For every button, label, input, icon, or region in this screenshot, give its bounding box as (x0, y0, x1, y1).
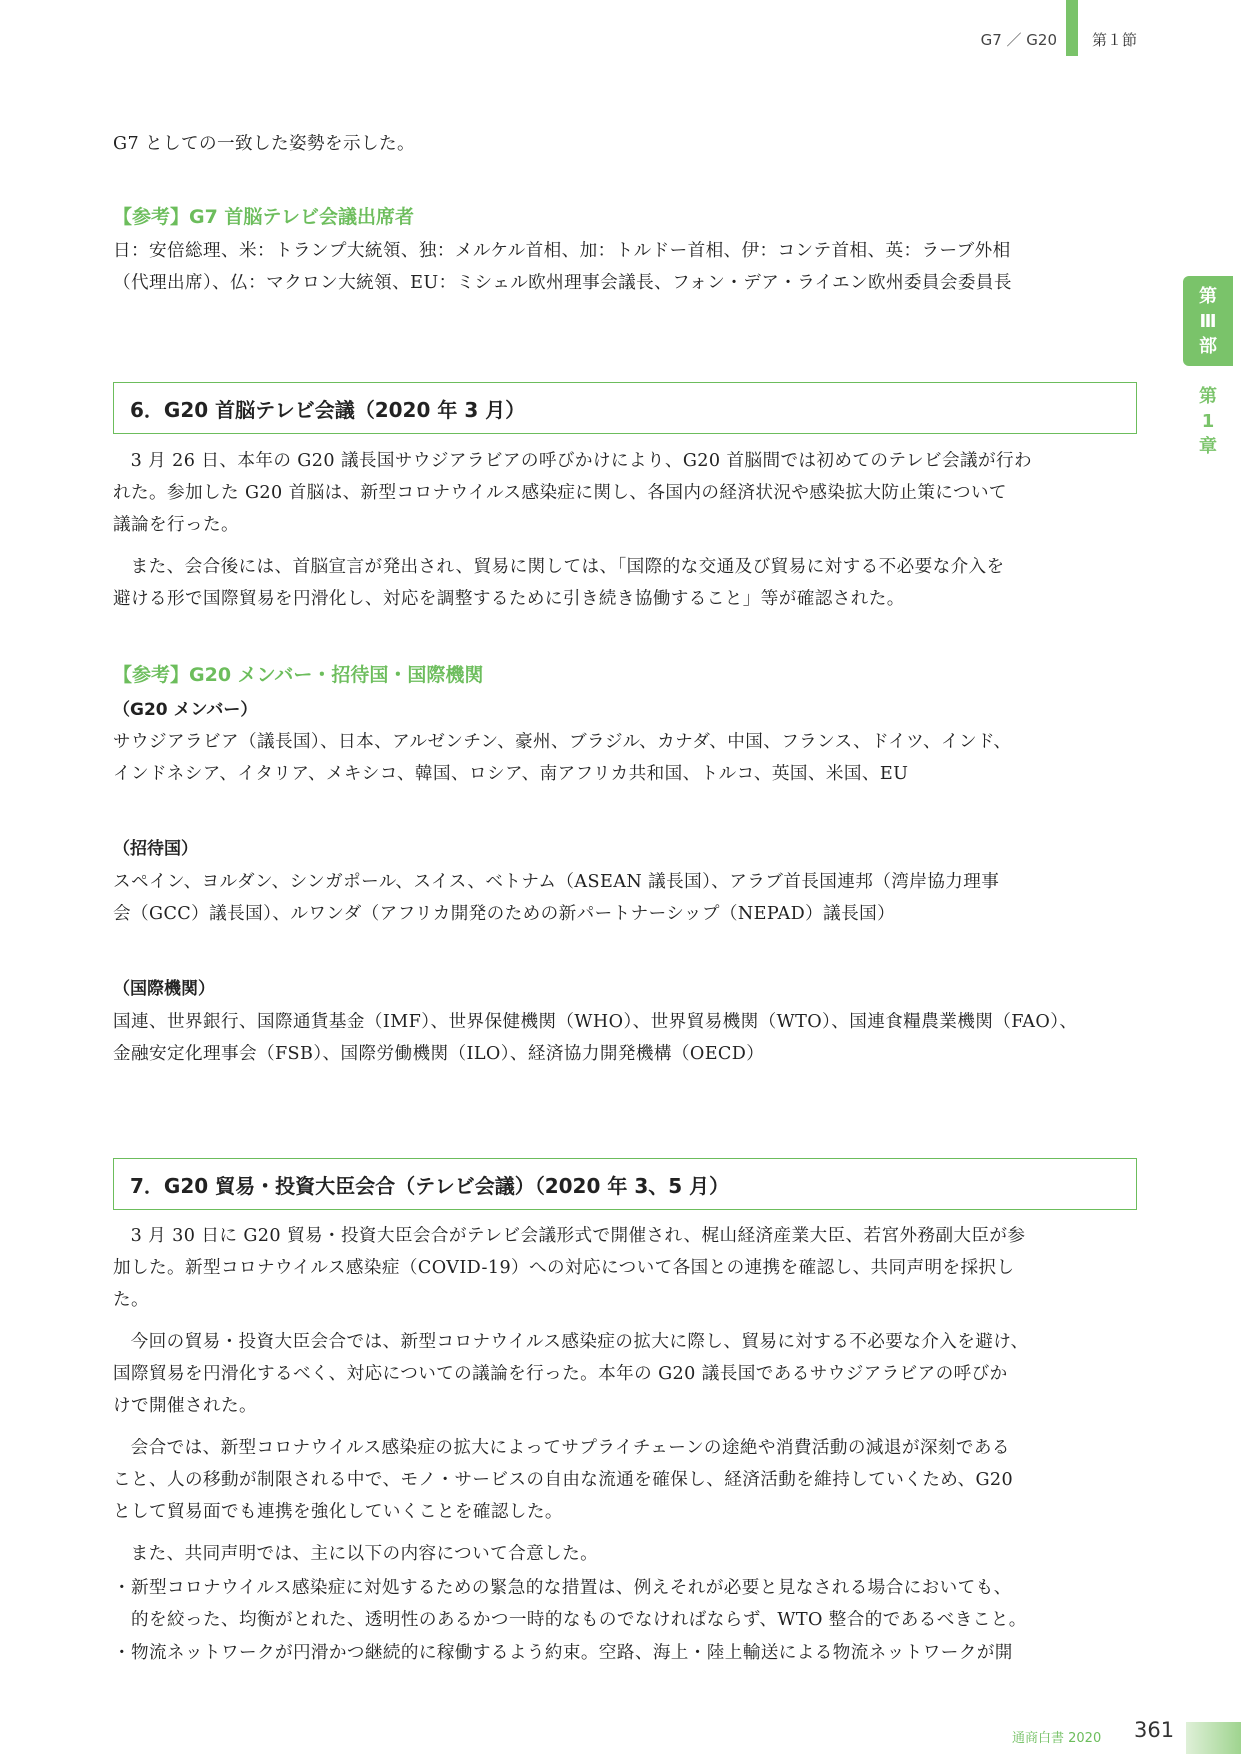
text-line: 国連、世界銀行、国際通貨基金（IMF）、世界保健機関（WHO）、世界貿易機関（WTO）、国連食糧農業機関（FAO）、 (113, 1012, 1078, 1032)
text-line: 金融安定化理事会（FSB）、国際労働機関（ILO）、経済協力開発機構（OECD） (113, 1044, 765, 1064)
part-tab-char: 部 (1199, 335, 1217, 357)
text-line: 避ける形で国際貿易を円滑化し、対応を調整するために引き続き協働すること」等が確認された。 (113, 589, 905, 609)
invited-list (113, 866, 1138, 930)
orgs-heading: （国際機関） (113, 979, 215, 999)
text-line: 3 月 26 日、本年の G20 議長国サウジアラビアの呼びかけにより、G20 首脳間では初めてのテレビ会議が行わ (130, 451, 1033, 471)
text-line: けで開催された。 (113, 1396, 257, 1416)
part-tab-char: 第 (1199, 285, 1217, 307)
text-line: 3 月 30 日に G20 貿易・投資大臣会合がテレビ会議形式で開催され、梶山経済産業大臣、若宮外務副大臣が参 (130, 1226, 1026, 1246)
text-line: ・新型コロナウイルス感染症に対処するための緊急的な措置は、例えそれが必要と見なされる場合においても、 (113, 1578, 1012, 1598)
part-tab-char: Ⅲ (1199, 310, 1217, 332)
running-header-section: G7 ／ G20 (980, 31, 1057, 49)
text-line: 加した。新型コロナウイルス感染症（COVID-19）への対応について各国との連携を確認し、共同声明を採択し (113, 1258, 1015, 1278)
chapter-tab-char: 第 (1199, 386, 1217, 407)
text-line: 国際貿易を円滑化するべく、対応についての議論を行った。本年の G20 議長国であるサウジアラビアの呼びか (113, 1364, 1008, 1384)
text-line: インドネシア、イタリア、メキシコ、韓国、ロシア、南アフリカ共和国、トルコ、英国、米国、EU (113, 764, 909, 784)
members-heading: （G20 メンバー） (113, 700, 258, 720)
chapter-tab-char: 1 (1201, 411, 1215, 432)
text-line: こと、人の移動が制限される中で、モノ・サービスの自由な流通を確保し、経済活動を維持していくため、G20 (113, 1470, 1014, 1490)
text-line: また、共同声明では、主に以下の内容について合意した。 (130, 1544, 599, 1564)
text-line: G7 としての一致した姿勢を示した。 (113, 134, 415, 154)
section6-paragraph-2 (113, 551, 1138, 615)
section7-paragraph-2 (113, 1326, 1138, 1422)
footer-accent-bar (1186, 1722, 1241, 1754)
members-list (113, 726, 1138, 790)
text-line: 今回の貿易・投資大臣会合では、新型コロナウイルス感染症の拡大に際し、貿易に対する不必要な介入を避け、 (130, 1332, 1029, 1352)
page-number: 361 (1134, 1718, 1175, 1742)
part-tab (1183, 276, 1233, 366)
reference-title-g20: 【参考】G20 メンバー・招待国・国際機関 (113, 664, 484, 686)
chapter-tab (1183, 384, 1233, 459)
invited-heading: （招待国） (113, 839, 198, 859)
bullet-item (113, 1637, 1138, 1669)
text-line: （代理出席）、仏：マクロン大統領、EU：ミシェル欧州理事会議長、フォン・デア・ライエン欧州委員会委員長 (113, 273, 1012, 293)
section7-paragraph-4 (113, 1538, 1138, 1570)
orgs-list (113, 1006, 1138, 1070)
intro-paragraph (113, 128, 1138, 160)
section-title: 7．G20 貿易・投資大臣会合（テレビ会議）（2020 年 3、5 月） (130, 1173, 730, 1198)
section6-paragraph-1 (113, 445, 1138, 541)
text-line: として貿易面でも連携を強化していくことを確認した。 (113, 1502, 563, 1522)
text-line: 会（GCC）議長国）、ルワンダ（アフリカ開発のための新パートナーシップ（NEPAD）議長国） (113, 904, 896, 924)
header-accent-bar (1066, 0, 1078, 56)
text-line: ・物流ネットワークが円滑かつ継続的に稼働するよう約束。空路、海上・陸上輸送による物流ネットワークが開 (113, 1643, 1013, 1663)
section-heading-6 (113, 382, 1137, 434)
text-line: サウジアラビア（議長国）、日本、アルゼンチン、豪州、ブラジル、カナダ、中国、フランス、ドイツ、インド、 (113, 732, 1012, 752)
text-line: た。 (113, 1290, 149, 1310)
running-header-chapter: 第１節 (1092, 31, 1138, 49)
footer-publication: 通商白書 2020 (1012, 1731, 1102, 1746)
text-line: 日：安倍総理、米：トランプ大統領、独：メルケル首相、加：トルドー首相、伊：コンテ首相、英：ラーブ外相 (113, 241, 1011, 261)
bullet-item (113, 1572, 1138, 1636)
section-title: 6．G20 首脳テレビ会議（2020 年 3 月） (130, 397, 526, 422)
reference-title-g7: 【参考】G7 首脳テレビ会議出席者 (113, 206, 415, 228)
text-line: 的を絞った、均衡がとれた、透明性のあるかつ一時的なものでなければならず、WTO 整合的であるべきこと。 (131, 1610, 1027, 1630)
section7-paragraph-1 (113, 1220, 1138, 1316)
section7-paragraph-3 (113, 1432, 1138, 1528)
text-line: スペイン、ヨルダン、シンガポール、スイス、ベトナム（ASEAN 議長国）、アラブ首長国連邦（湾岸協力理事 (113, 872, 1000, 892)
section-heading-7 (113, 1158, 1137, 1210)
text-line: れた。参加した G20 首脳は、新型コロナウイルス感染症に関し、各国内の経済状況や感染拡大防止策について (113, 483, 1007, 503)
g7-attendees (113, 235, 1138, 299)
text-line: 会合では、新型コロナウイルス感染症の拡大によってサプライチェーンの途絶や消費活動の減退が深刻である (130, 1438, 1010, 1458)
chapter-tab-char: 章 (1199, 436, 1217, 457)
text-line: 議論を行った。 (113, 515, 239, 535)
text-line: また、会合後には、首脳宣言が発出され、貿易に関しては、「国際的な交通及び貿易に対する不必要な介入を (130, 557, 1005, 577)
